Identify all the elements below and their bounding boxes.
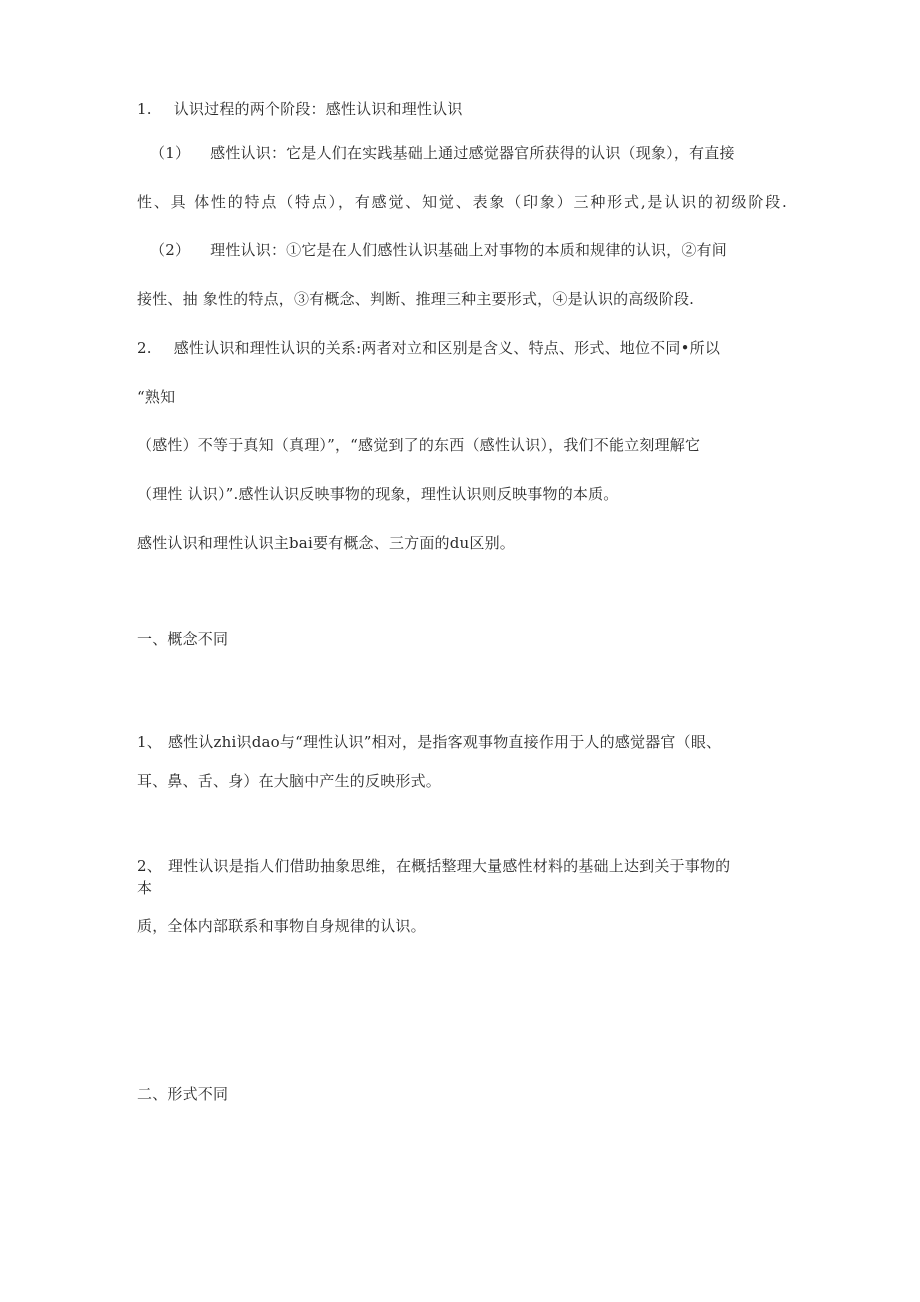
point-2-text-1: 理性认识是指人们借助抽象思维，在概括整理大量感性材料的基础上达到关于事物的 <box>167 857 731 875</box>
point-1-number: 1、 <box>137 733 162 751</box>
point-2-line-2: 本 <box>137 879 153 897</box>
item-2-line-1 <box>150 240 727 260</box>
section-2-line-2: “熟知 <box>137 388 176 406</box>
item-2-number: （2） <box>150 241 191 259</box>
section-2-line-3: （感性）不等于真知（真理）”，“感觉到了的东西（感性认识），我们不能立刻理解它 <box>137 436 701 454</box>
item-2-text-1: 理性认识：①它是在人们感性认识基础上对事物的本质和规律的认识，②有间 <box>210 241 727 259</box>
section-2-number: 2. <box>137 339 152 357</box>
point-1-line-2: 耳、鼻、舌、身）在大脑中产生的反映形式。 <box>137 772 442 790</box>
heading-concept-difference: 一、概念不同 <box>137 630 229 648</box>
section-1-heading <box>137 99 463 119</box>
item-1-line-1 <box>150 143 735 163</box>
item-2-line-2: 接性、抽 象性的特点，③有概念、判断、推理三种主要形式，④是认识的高级阶段. <box>137 290 695 308</box>
item-1-line-2: 性、具 体性的特点（特点），有感觉、知觉、表象（印象）三种形式,是认识的初级阶段. <box>137 193 787 211</box>
section-2-text-1: 感性认识和理性认识的关系:两者对立和区别是含义、特点、形式、地位不同•所以 <box>173 339 721 357</box>
section-2-line-1 <box>137 338 720 358</box>
summary-text: 感性认识和理性认识主bai要有概念、三方面的du区别。 <box>137 534 516 552</box>
point-1-line-1 <box>137 732 721 752</box>
point-2-line-1 <box>137 856 730 876</box>
section-1-number: 1. <box>137 100 152 118</box>
point-2-line-3: 质，全体内部联系和事物自身规律的认识。 <box>137 917 426 935</box>
section-1-text: 认识过程的两个阶段：感性认识和理性认识 <box>173 100 463 118</box>
item-1-number: （1） <box>150 144 191 162</box>
section-2-line-4: （理性 认识）”.感性认识反映事物的现象，理性认识则反映事物的本质。 <box>137 485 619 503</box>
heading-form-difference: 二、形式不同 <box>137 1085 229 1103</box>
point-1-text-1: 感性认zhi识dao与“理性认识”相对，是指客观事物直接作用于人的感觉器官（眼、 <box>167 733 722 751</box>
item-1-text-1: 感性认识：它是人们在实践基础上通过感觉器官所获得的认识（现象），有直接 <box>210 144 735 162</box>
point-2-number: 2、 <box>137 857 162 875</box>
